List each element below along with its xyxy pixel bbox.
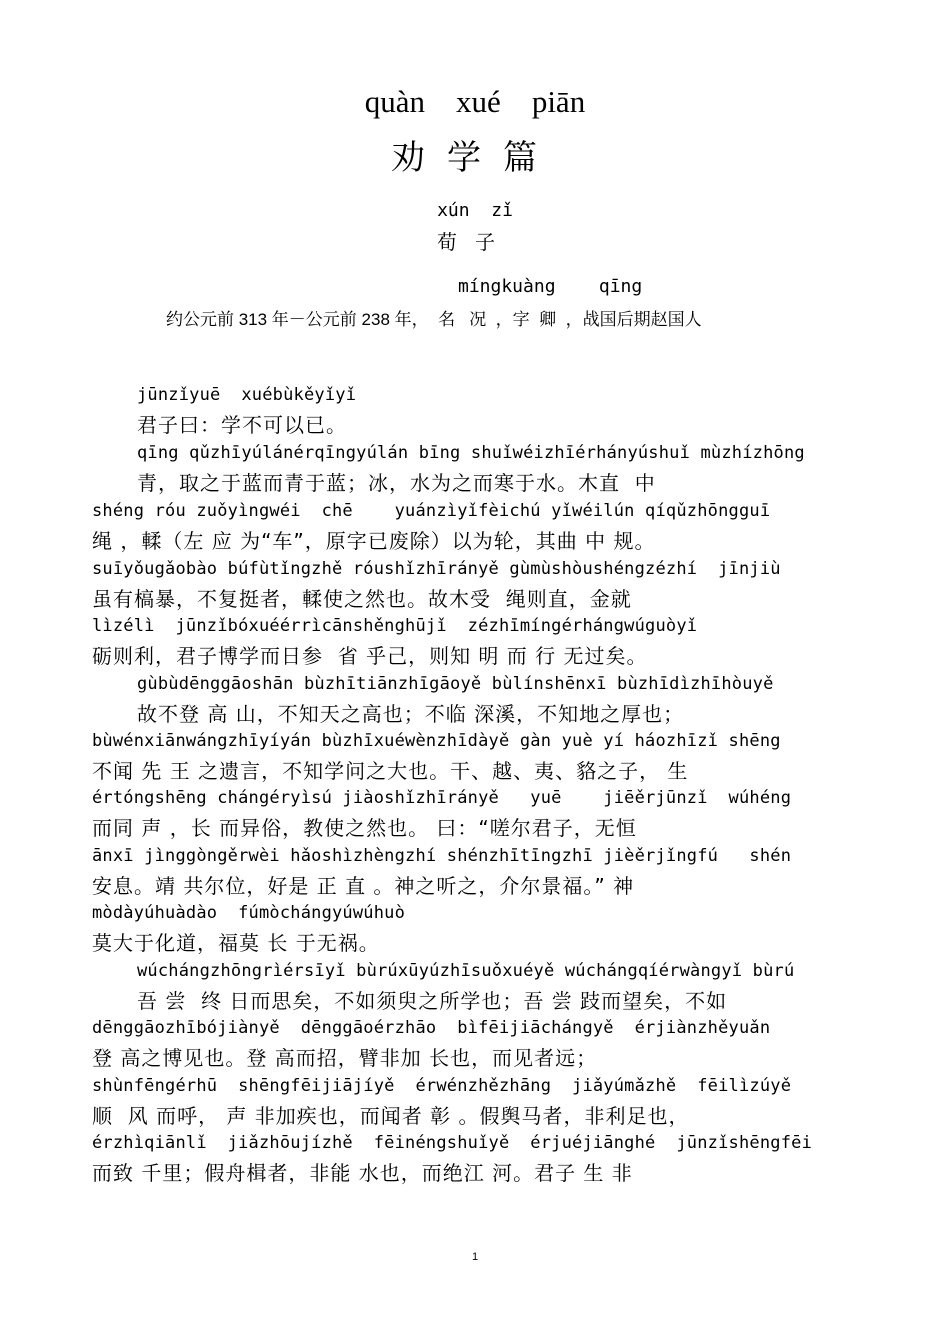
line-9-text: 安息。靖 共尔位，好是 正 直 。神之听之，介尔景福。” 神 — [92, 874, 635, 898]
line-1-pinyin: jūnzǐyuē xuébùkěyǐyǐ — [137, 385, 357, 405]
line-14-pinyin: érzhìqiānlǐ jiǎzhōujízhě fēinéngshuǐyě érjuéjiānghé jūnzǐshēngfēi — [92, 1133, 813, 1153]
line-7-pinyin: bùwénxiānwángzhīyíyán bùzhīxuéwènzhīdàyě gàn yuè yí háozhīzǐ shēng — [92, 731, 781, 751]
line-8-pinyin: értóngshēng chángéryìsú jiàoshǐzhīrányě yuē jiēěrjūnzǐ wúhéng — [92, 788, 792, 808]
line-5-pinyin: lìzélì jūnzǐbóxuéérrìcānshěnghūjǐ zézhīmíngérhángwúguòyǐ — [92, 616, 698, 636]
line-10-pinyin: mòdàyúhuàdào fúmòchángyúwúhuò — [92, 903, 406, 923]
line-3-text: 绳 ，輮（左 应 为“车”，原字已废除）以为轮，其曲 中 规。 — [92, 529, 656, 553]
line-6-text: 故不登 高 山，不知天之高也；不临 深溪，不知地之厚也； — [137, 702, 685, 726]
line-12-text: 登 高之博见也。登 高而招，臂非加 长也，而见者远； — [92, 1046, 598, 1070]
line-14-text: 而致 千里；假舟楫者，非能 水也，而绝江 河。君子 生 非 — [92, 1161, 633, 1185]
author-name: 荀子 — [437, 230, 513, 254]
page-number: 1 — [471, 1251, 479, 1263]
biography-text: 约公元前 313 年－公元前 238 年， 名 况 ，字 卿 ，战国后期赵国人 — [166, 310, 702, 329]
author-pinyin: xún zǐ — [437, 200, 513, 221]
line-6-pinyin: gùbùdēnggāoshān bùzhītiānzhīgāoyě bùlínshēnxī bùzhīdìzhīhòuyě — [137, 674, 774, 694]
line-11-text: 吾 尝 终 日而思矣，不如须臾之所学也；吾 尝 跂而望矣，不如 — [137, 989, 728, 1013]
biography-pinyin: míngkuàng qīng — [458, 276, 643, 297]
line-3-pinyin: shéng róu zuǒyìngwéi chē yuánzìyǐfèichú yǐwéilún qíqǔzhōngguī — [92, 501, 771, 521]
line-5-text: 砺则利，君子博学而日参 省 乎己，则知 明 而 行 无过矣。 — [92, 644, 648, 668]
page-title: 劝学篇 — [391, 138, 559, 178]
line-2-pinyin: qīng qǔzhīyúlánérqīngyúlán bīng shuǐwéizhīérhányúshuǐ mùzhízhōng — [137, 443, 805, 463]
line-13-pinyin: shùnfēngérhū shēngfēijiājíyě érwénzhězhāng jiǎyúmǎzhě fēilìzúyě — [92, 1076, 792, 1096]
line-4-text: 虽有槁暴，不复挺者，輮使之然也。故木受 绳则直，金就 — [92, 587, 632, 611]
line-1-text: 君子曰：学不可以已。 — [137, 413, 347, 437]
line-10-text: 莫大于化道，福莫 长 于无祸。 — [92, 931, 380, 955]
line-4-pinyin: suīyǒugǎobào búfùtǐngzhě róushǐzhīrányě gùmùshòushéngzézhí jīnjiù — [92, 559, 781, 579]
line-13-text: 顺 风 而呼， 声 非加疾也，而闻者 彰 。假舆马者，非利足也， — [92, 1104, 690, 1128]
title-pinyin: quàn xué piān — [364, 84, 586, 119]
line-12-pinyin: dēnggāozhībójiànyě dēnggāoérzhāo bìfēijiāchángyě érjiànzhěyuǎn — [92, 1018, 771, 1038]
line-2-text: 青，取之于蓝而青于蓝；冰，水为之而寒于水。木直 中 — [137, 471, 656, 495]
line-8-text: 而同 声 ，长 而异俗，教使之然也。 曰：“嗟尔君子，无恒 — [92, 816, 637, 840]
line-11-pinyin: wúchángzhōngrìérsīyǐ bùrúxūyúzhīsuǒxuéyě wúchángqíérwàngyǐ bùrú — [137, 961, 795, 981]
line-7-text: 不闻 先 王 之遗言，不知学问之大也。干、越、夷、貉之子， 生 — [92, 759, 689, 783]
line-9-pinyin: ānxī jìnggòngěrwèi hǎoshìzhèngzhí shénzhītīngzhī jièěrjǐngfú shén — [92, 846, 792, 866]
